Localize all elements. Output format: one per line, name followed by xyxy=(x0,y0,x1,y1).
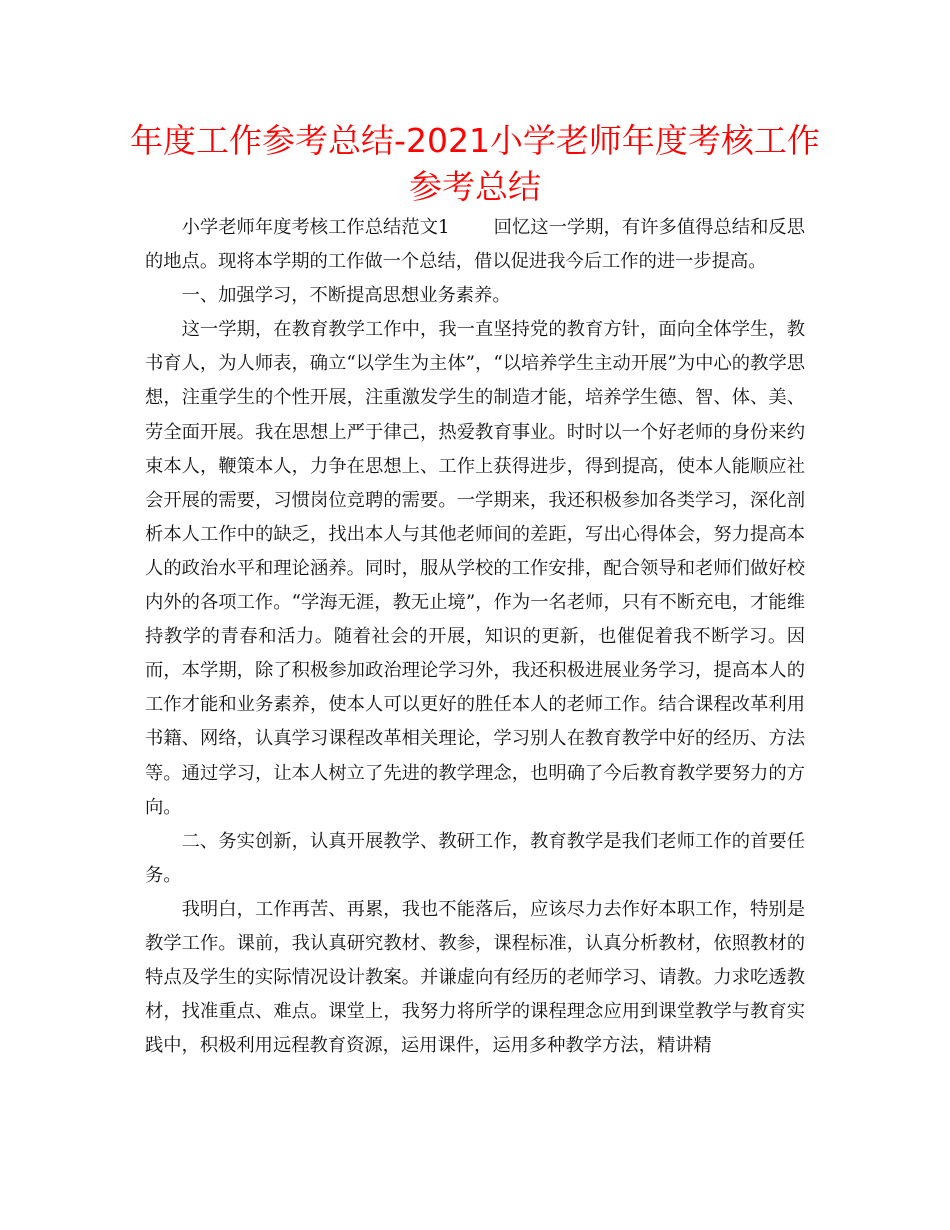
title-line-2: 参考总结 xyxy=(409,167,541,206)
title-line-1: 年度工作参考总结-2021小学老师年度考核工作 xyxy=(130,121,820,160)
intro-lead: 小学老师年度考核工作总结范文1 xyxy=(181,217,450,238)
paragraph-study: 这一学期，在教育教学工作中，我一直坚持党的教育方针，面向全体学生，教书育人，为人师表，确立“以学生为主体”，“以培养学生主动开展”为中心的教学思想，注重学生的个性开展，注重激发学生的制造才能，培养学生德、智、体、美、劳全面开展。我在思想上严于律己，热爱教育事业。时时以一个好老师的身份来约束本人，鞭策本人，力争在思想上、工作上获得进步，得到提高，使本人能顺应社会开展的需要，习惯岗位竞聘的需要。一学期来，我还积极参加各类学习，深化剖析本人工作中的缺乏，找出本人与其他老师间的差距，写出心得体会，努力提高本人的政治水平和理论涵养。同时，服从学校的工作安排，配合领导和老师们做好校内外的各项工作。“学海无涯，教无止境”，作为一名老师，只有不断充电，才能维持教学的青春和活力。随着社会的开展，知识的更新，也催促着我不断学习。因而，本学期，除了积极参加政治理论学习外，我还积极进展业务学习，提高本人的工作才能和业务素养，使本人可以更好的胜任本人的老师工作。结合课程改革利用书籍、网络，认真学习课程改革相关理论，学习别人在教育教学中好的经历、方法等。通过学习，让本人树立了先进的教学理念，也明确了今后教育教学要努力的方向。 xyxy=(145,319,805,818)
document-title xyxy=(130,118,820,210)
section-heading-1: 一、加强学习，不断提高思想业务素养。 xyxy=(181,285,511,307)
intro-text: 回忆这一学期，有许多值得总结和反思的地点。现将本学期的工作做一个总结，借以促进我今后工作的进一步提高。 xyxy=(145,217,805,273)
paragraph-teaching: 我明白，工作再苦、再累，我也不能落后，应该尽力去作好本职工作，特别是教学工作。课前，我认真研究教材、教参，课程标准，认真分析教材，依照教材的特点及学生的实际情况设计教案。并谦虚向有经历的老师学习、请教。力求吃透教材，找准重点、难点。课堂上，我努力将所学的课程理念应用到课堂教学与教育实践中，积极利用远程教育资源，运用课件，运用多种教学方法，精讲精 xyxy=(145,898,805,1057)
section-heading-2: 二、务实创新，认真开展教学、教研工作，教育教学是我们老师工作的首要任务。 xyxy=(145,830,805,886)
document-body xyxy=(145,211,805,1063)
paragraph-intro xyxy=(145,211,805,279)
